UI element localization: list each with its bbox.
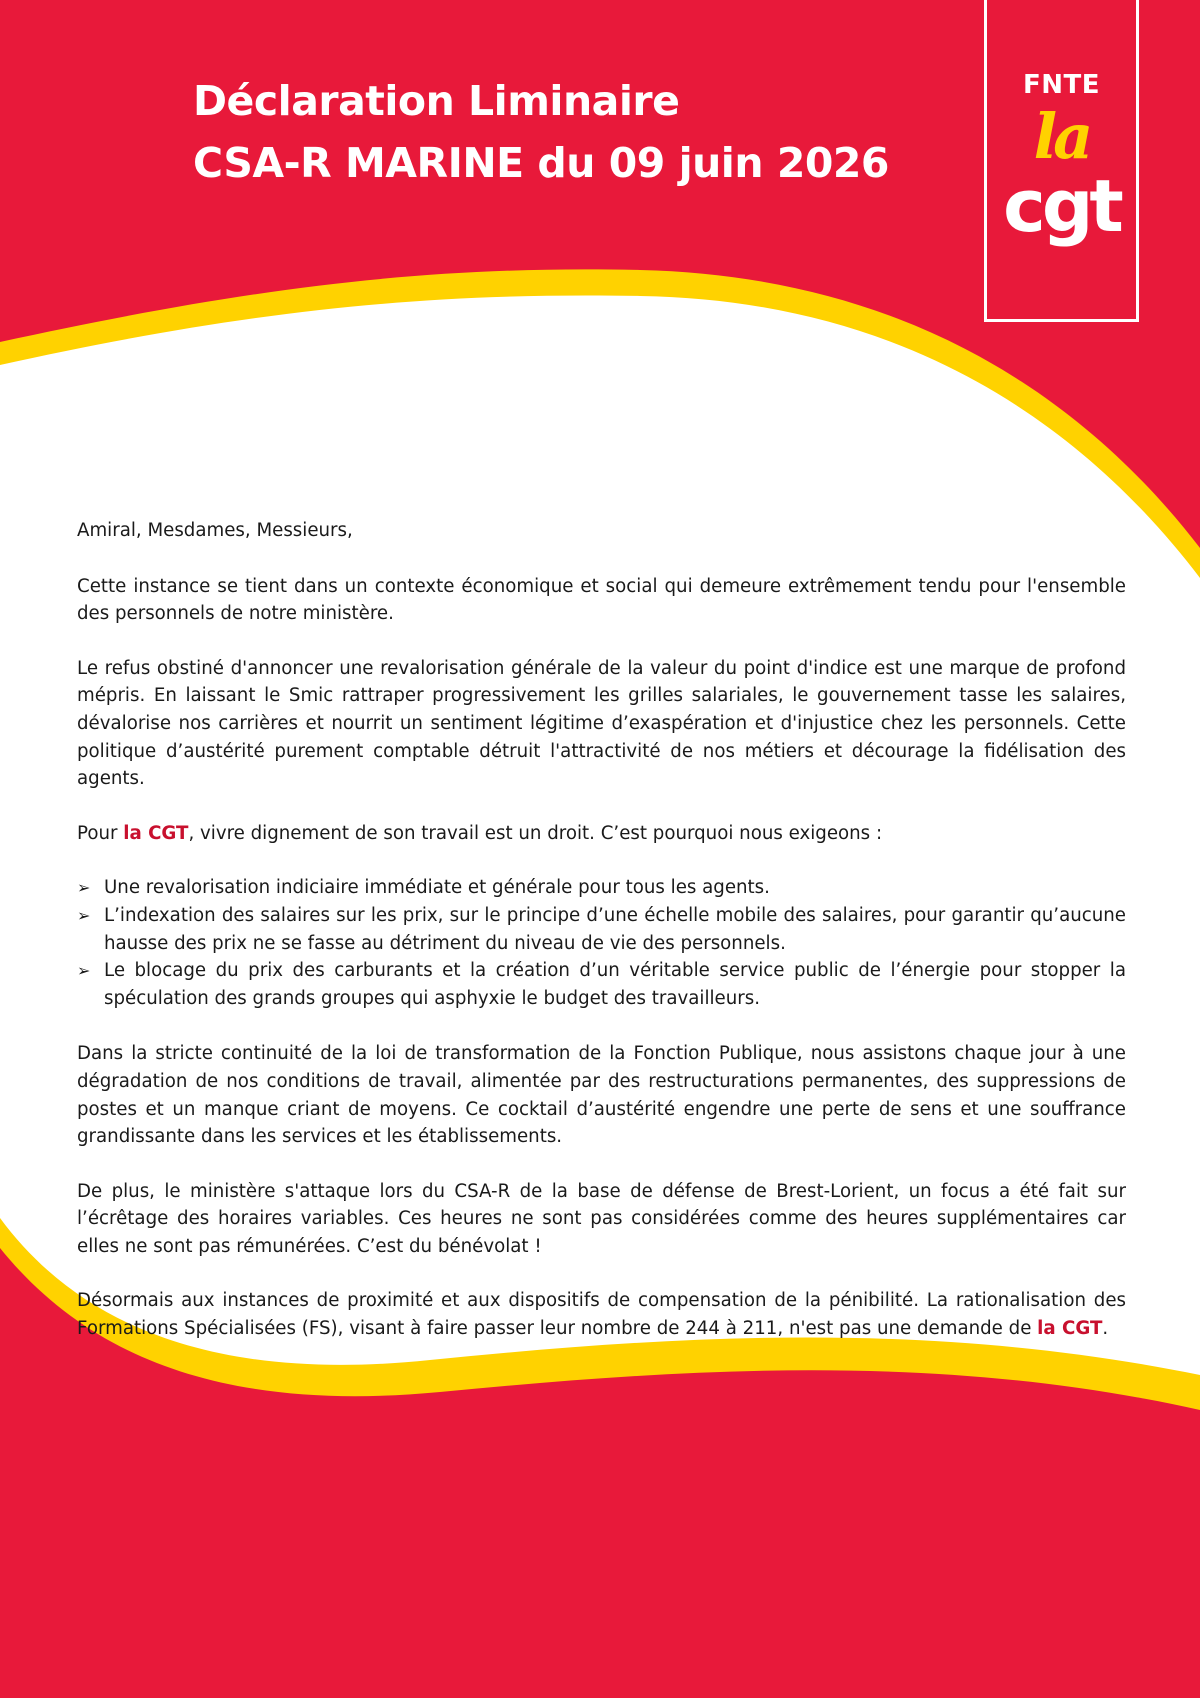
demands-list [77, 874, 1126, 1012]
list-item [77, 874, 1126, 902]
demands-intro-text: Pour [77, 822, 124, 844]
logo-la-text: la [1033, 100, 1090, 173]
arrowhead-bullet-icon: ➢ [77, 905, 91, 925]
demands-intro-text-end: , vivre dignement de son travail est un droit. C’est pourquoi nous exigeons : [188, 822, 883, 844]
cgt-highlight: la CGT [123, 822, 189, 844]
paragraph-context: Cette instance se tient dans un contexte économique et social qui demeure extrêmement tendu pour l'ensemble des personnels de notre ministère. [77, 575, 1126, 625]
arrowhead-bullet-icon: ➢ [77, 878, 91, 898]
paragraph-point-indice: Le refus obstiné d'annoncer une revalorisation générale de la valeur du point d'indice est une marque de profond mépris. En laissant le Smic rattraper progressivement les grilles salariales, le gouvernement tasse les salaires, dévalorise nos carrières et nourrit un sentiment légitime d’exaspération et d'injustice chez les personnels. Cette politique d’austérité purement comptable détruit l'attractivité de nos métiers et décourage la fidélisation des agents. [77, 657, 1126, 790]
title-line-2: CSA-R MARINE du 09 juin 2026 [193, 139, 889, 187]
demand-text: Le blocage du prix des carburants et la création d’un véritable service public de l’énergie pour stopper la spéculation des grands groupes qui asphyxie le budget des travailleurs. [104, 960, 1126, 1009]
fs-text: Désormais aux instances de proximité et aux dispositifs de compensation de la pénibilité. La rationalisation des Formations Spécialisées (FS), visant à faire passer leur nombre de 244 à 211, n'est pas une demande de [77, 1290, 1126, 1340]
salutation: Amiral, Mesdames, Messieurs, [77, 520, 353, 541]
paragraph-working-conditions: Dans la stricte continuité de la loi de transformation de la Fonction Publique, nous assistons chaque jour à une dégradation de nos conditions de travail, alimentée par des restructurations permanentes, des suppressions de postes et un manque criant de moyens. Ce cocktail d’austérité engendre une perte de sens et une souffrance grandissante dans les services et les établissements. [77, 1043, 1126, 1148]
logo-cgt-text: cgt [1003, 164, 1120, 248]
list-item [77, 902, 1126, 957]
demand-text: Une revalorisation indiciaire immédiate et générale pour tous les agents. [104, 877, 770, 899]
document-body [77, 517, 1126, 1370]
cgt-highlight: la CGT [1037, 1318, 1103, 1340]
paragraph-horaires-variables: De plus, le ministère s'attaque lors du CSA-R de la base de défense de Brest-Lorient, un focus a été fait sur l’écrêtage des horaires variables. Ces heures ne sont pas considérées comme des heures supplémentaires car elles ne sont pas rémunérées. C’est du bénévolat ! [77, 1180, 1126, 1257]
title-line-1: Déclaration Liminaire [193, 77, 680, 125]
fs-text-end: . [1102, 1318, 1109, 1340]
arrowhead-bullet-icon: ➢ [77, 961, 91, 981]
logo-fnte-text: FNTE [1022, 70, 1101, 100]
fnte-cgt-logo [984, 0, 1139, 322]
document-title [193, 70, 889, 194]
paragraph-demands-intro [77, 820, 1126, 848]
paragraph-formations-specialisees [77, 1287, 1126, 1342]
list-item [77, 957, 1126, 1012]
demand-text: L’indexation des salaires sur les prix, sur le principe d’une échelle mobile des salaires, pour garantir qu’aucune hausse des prix ne se fasse au détriment du niveau de vie des personnels. [104, 904, 1126, 954]
